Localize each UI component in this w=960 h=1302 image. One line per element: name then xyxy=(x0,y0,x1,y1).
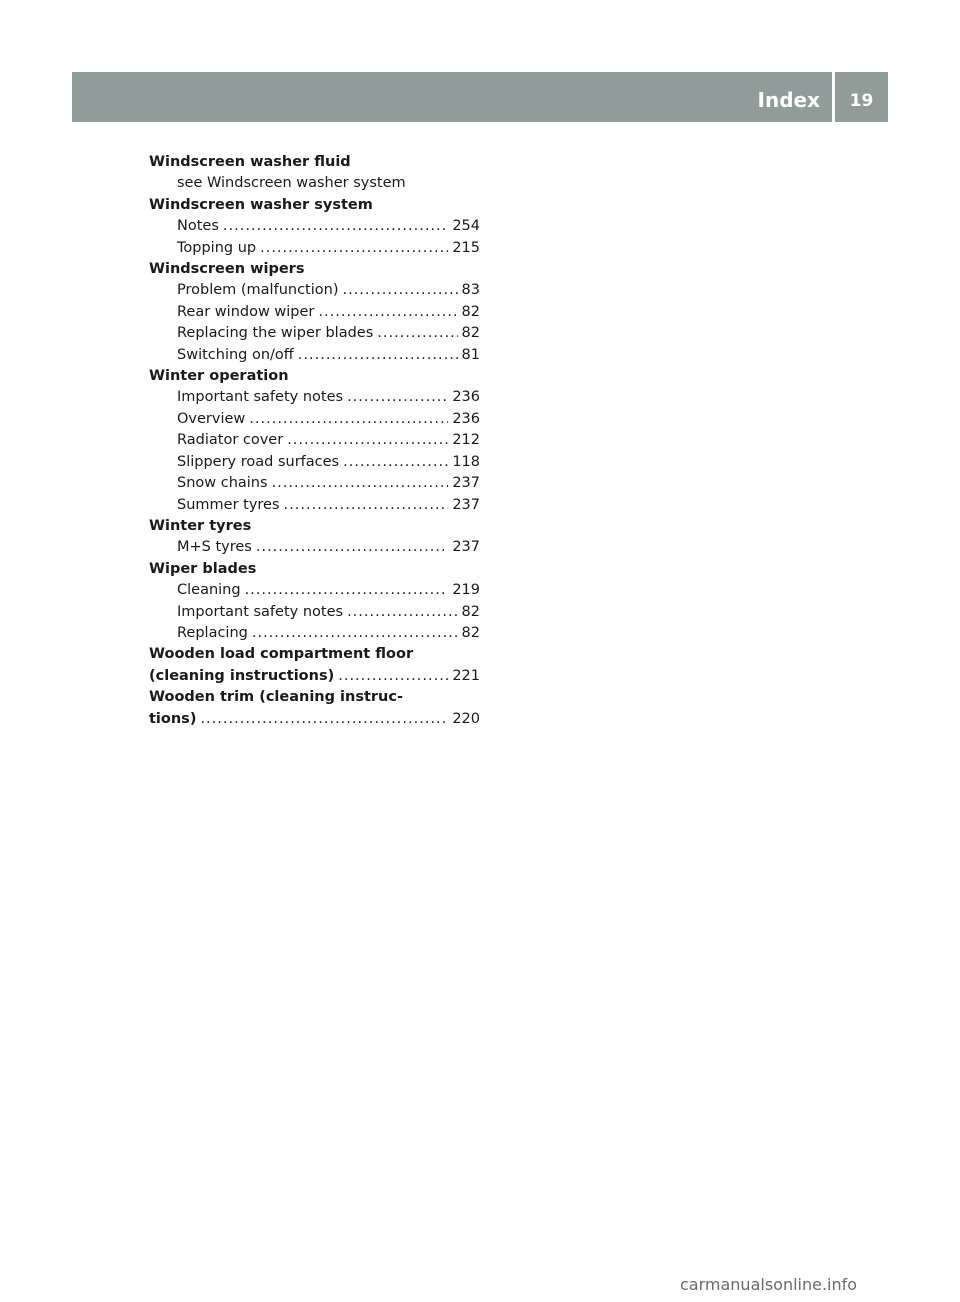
leader-dots xyxy=(343,452,448,473)
sub-entry[interactable] xyxy=(149,580,480,601)
index-entry[interactable] xyxy=(149,644,480,687)
index-entry xyxy=(149,152,480,195)
sub-entry-label: Summer tyres xyxy=(177,496,280,513)
index-entry xyxy=(149,259,480,366)
leader-dots xyxy=(260,238,448,259)
leader-dots xyxy=(272,473,449,494)
index-entry xyxy=(149,195,480,259)
entry-heading: Windscreen wipers xyxy=(149,261,305,278)
sub-entry-label: M+S tyres xyxy=(177,539,252,556)
page-ref: 81 xyxy=(461,346,480,363)
index-entry xyxy=(149,559,480,645)
page-number: 19 xyxy=(849,91,874,111)
sub-entry-label: Problem (malfunction) xyxy=(177,282,339,299)
sub-entry[interactable] xyxy=(149,602,480,623)
sub-entry[interactable] xyxy=(149,430,480,451)
entry-heading: Wiper blades xyxy=(149,560,257,577)
leader-dots xyxy=(377,323,457,344)
page-ref: 254 xyxy=(452,218,480,235)
index-entry xyxy=(149,366,480,516)
sub-entry[interactable] xyxy=(149,280,480,301)
leader-dots xyxy=(347,602,457,623)
leader-dots xyxy=(342,280,457,301)
entry-heading: Windscreen washer system xyxy=(149,196,373,213)
page-ref: 219 xyxy=(452,582,480,599)
page-ref: 237 xyxy=(452,496,480,513)
sub-entry-label: Rear window wiper xyxy=(177,303,315,320)
page-ref: 221 xyxy=(452,667,480,684)
page-ref: 236 xyxy=(452,410,480,427)
entry-heading: Winter tyres xyxy=(149,517,252,534)
index-list xyxy=(149,152,480,730)
page-ref: 118 xyxy=(452,453,480,470)
entry-heading-line-with-page xyxy=(149,709,480,730)
sub-entry-label: Replacing the wiper blades xyxy=(177,325,374,342)
sub-entry[interactable] xyxy=(149,537,480,558)
sub-entry-label: Radiator cover xyxy=(177,432,284,449)
entry-heading-continuation: tions) xyxy=(149,710,197,727)
leader-dots xyxy=(223,216,448,237)
header-bar xyxy=(72,72,888,122)
sub-entry[interactable] xyxy=(149,623,480,644)
page-ref: 212 xyxy=(452,432,480,449)
sub-entry[interactable] xyxy=(149,216,480,237)
entry-heading-line: Wooden trim (cleaning instruc- xyxy=(149,689,403,706)
page-ref: 82 xyxy=(461,325,480,342)
sub-entry[interactable] xyxy=(149,238,480,259)
leader-dots xyxy=(338,666,448,687)
sub-entry-label: Slippery road surfaces xyxy=(177,453,340,470)
leader-dots xyxy=(284,495,449,516)
leader-dots xyxy=(318,302,457,323)
sub-entry-label: Notes xyxy=(177,218,219,235)
index-entry xyxy=(149,516,480,559)
sub-entry[interactable] xyxy=(149,387,480,408)
sub-entry[interactable] xyxy=(149,302,480,323)
sub-entry-label: Snow chains xyxy=(177,475,268,492)
sub-entry-label: Switching on/off xyxy=(177,346,294,363)
page-ref: 220 xyxy=(452,710,480,727)
page-ref: 82 xyxy=(461,303,480,320)
sub-entry-label: Important safety notes xyxy=(177,389,344,406)
leader-dots xyxy=(252,623,458,644)
sub-entry[interactable] xyxy=(149,345,480,366)
sub-entry[interactable] xyxy=(149,495,480,516)
entry-heading: Windscreen washer fluid xyxy=(149,154,351,170)
leader-dots xyxy=(287,430,448,451)
entry-heading-continuation: (cleaning instructions) xyxy=(149,667,335,684)
index-entry[interactable] xyxy=(149,687,480,730)
sub-entry-label: Replacing xyxy=(177,624,248,641)
sub-entry[interactable] xyxy=(149,323,480,344)
leader-dots xyxy=(200,709,448,730)
entry-heading: Winter operation xyxy=(149,368,289,385)
page-ref: 82 xyxy=(461,624,480,641)
page-ref: 82 xyxy=(461,603,480,620)
page-ref: 83 xyxy=(461,282,480,299)
leader-dots xyxy=(245,580,449,601)
sub-entry-label: Overview xyxy=(177,410,246,427)
see-reference: see Windscreen washer system xyxy=(177,175,406,192)
sub-entry-label: Topping up xyxy=(177,239,257,256)
entry-heading-line-with-page xyxy=(149,666,480,687)
leader-dots xyxy=(347,387,448,408)
page-ref: 215 xyxy=(452,239,480,256)
sub-entry-label: Cleaning xyxy=(177,582,241,599)
page-ref: 237 xyxy=(452,475,480,492)
sub-entry[interactable] xyxy=(149,452,480,473)
leader-dots xyxy=(249,409,448,430)
watermark: carmanualsonline.info xyxy=(680,1275,858,1294)
section-title: Index xyxy=(757,88,820,112)
page-ref: 236 xyxy=(452,389,480,406)
page-ref: 237 xyxy=(452,539,480,556)
sub-entry-label: Important safety notes xyxy=(177,603,344,620)
sub-entry[interactable] xyxy=(149,409,480,430)
entry-heading-line: Wooden load compartment floor xyxy=(149,646,414,663)
leader-dots xyxy=(256,537,448,558)
leader-dots xyxy=(298,345,458,366)
sub-entry[interactable] xyxy=(149,473,480,494)
